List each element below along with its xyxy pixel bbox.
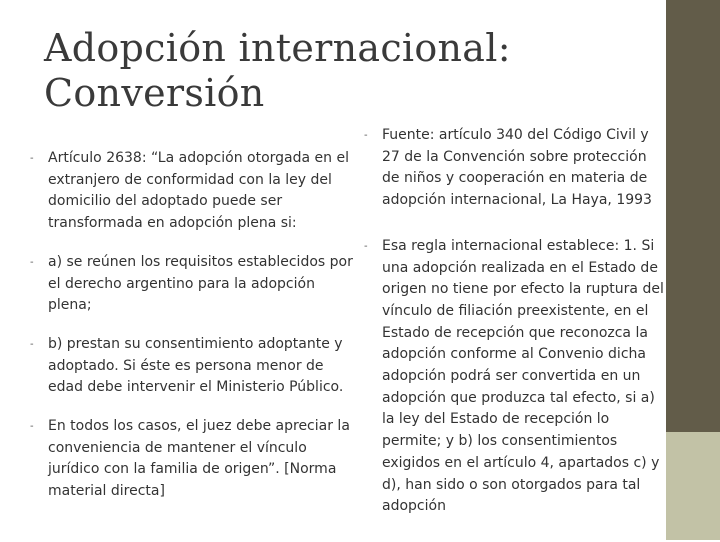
list-item: [30, 416, 360, 503]
bullet-marker: -: [30, 153, 34, 164]
list-item: [30, 334, 360, 399]
list-item-text: b) prestan su consentimiento adoptante y adoptado. Si éste es persona menor de edad debe intervenir el Ministerio Público.: [48, 335, 344, 396]
list-item-text: En todos los casos, el juez debe apreciar la conveniencia de mantener el vínculo jurídico con la familia de origen”. [Norma material directa]: [48, 418, 350, 500]
list-item-text: Esa regla internacional establece: 1. Si una adopción realizada en el Estado de origen no tiene por efecto la ruptura del vínculo de filiación preexistente, en el Estado de recepción que reconozca la adopción conforme al Convenio dicha adopción podrá ser convertida en un adopción que produzca tal efecto, si a) la ley del Estado de recepción lo permite; y b) los consentimientos exigidos en el artículo 4, apartados c) y d), han sido o son otorgados para tal adopción: [382, 237, 664, 515]
bullet-marker: -: [30, 338, 34, 350]
list-item: [364, 236, 664, 518]
title-line-1: Adopción internacional:: [44, 26, 511, 70]
left-column: [30, 148, 360, 520]
list-item: [30, 252, 360, 317]
bullet-marker: -: [30, 256, 34, 268]
sidebar-accent-dark: [666, 0, 720, 432]
slide-title: [44, 26, 644, 116]
list-item: [364, 125, 664, 212]
list-item-text: Fuente: artículo 340 del Código Civil y 27 de la Convención sobre protección de niños y cooperación en materia de adopción internacional, La Haya, 1993: [382, 127, 652, 209]
bullet-marker: -: [30, 421, 34, 433]
list-item: [30, 148, 360, 235]
bullet-marker: -: [364, 240, 368, 252]
title-line-2: Conversión: [44, 71, 265, 115]
bullet-marker: -: [364, 130, 368, 141]
sidebar-accent-light: [666, 432, 720, 540]
list-item-text: a) se reúnen los requisitos establecidos por el derecho argentino para la adopción plena;: [48, 253, 353, 314]
right-column: [364, 125, 664, 542]
list-item-text: Artículo 2638: “La adopción otorgada en el extranjero de conformidad con la ley del domicilio del adoptado puede ser transformada en adopción plena si:: [48, 150, 349, 232]
